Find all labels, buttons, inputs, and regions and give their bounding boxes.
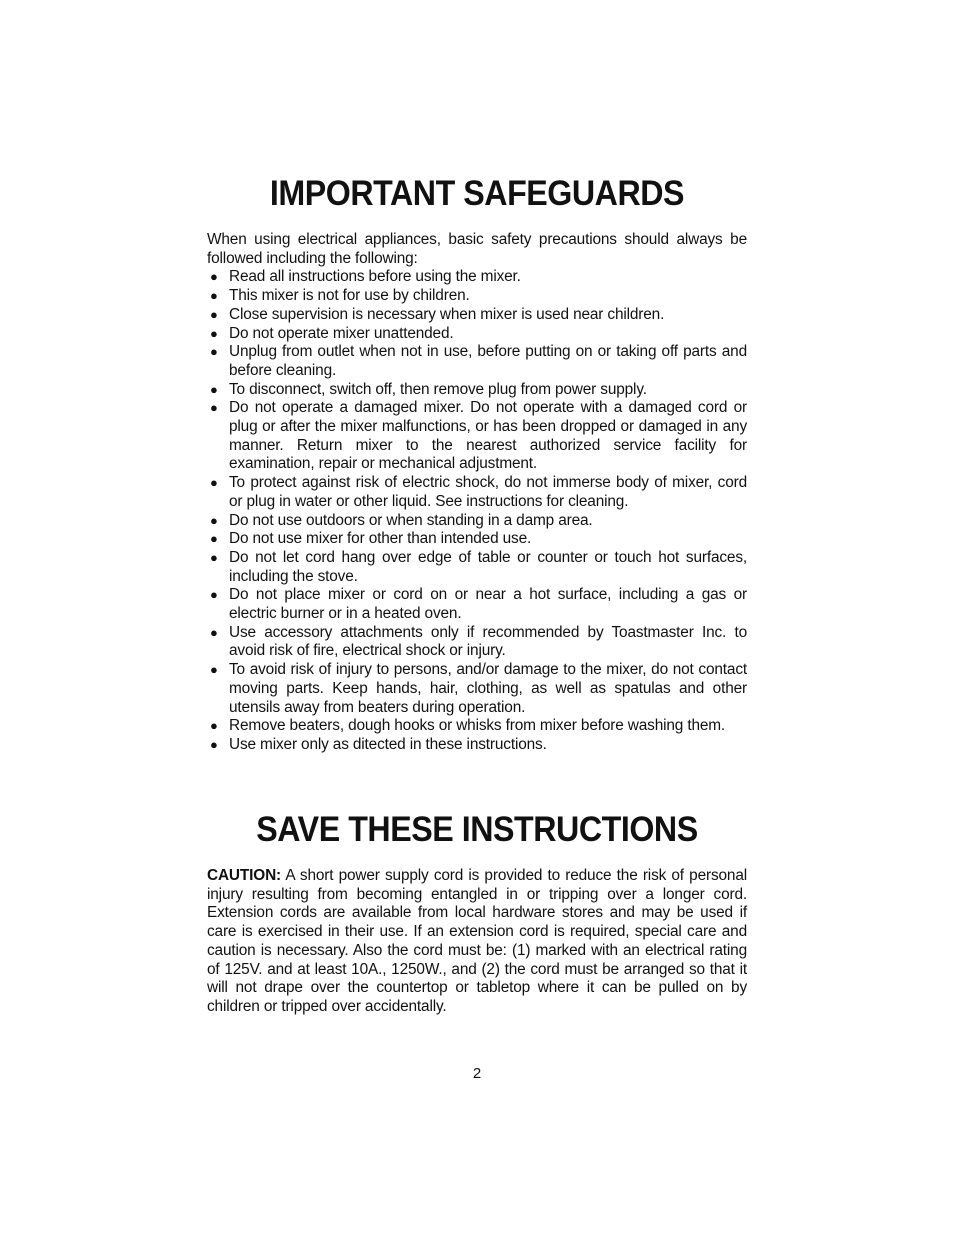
list-item [207,306,747,325]
list-item-text: Do not use mixer for other than intended use. [229,530,532,548]
list-item-text: To avoid risk of injury to persons, and/or damage to the mixer, do not contact moving parts. Keep hands, hair, clothing, as well as spatulas and other utensils away from beaters during operation. [229,661,747,716]
list-item-text: Close supervision is necessary when mixer is used near children. [229,305,665,323]
list-item-text: Do not operate a damaged mixer. Do not operate with a damaged cord or plug or after the mixer malfunctions, or has been dropped or damaged in any manner. Return mixer to the nearest authorized service facility for examination, repair or mechanical adjustment. [229,399,747,473]
bullet-icon [210,736,218,755]
bullet-icon [210,381,218,400]
list-item [207,343,747,380]
list-item [207,268,747,287]
bullet-icon [210,549,218,568]
intro-paragraph: When using electrical appliances, basic safety precautions should always be followed including the following: [207,231,747,267]
list-item [207,736,747,755]
caution-paragraph [207,867,747,1017]
bullet-icon [210,268,218,287]
list-item-text: Use mixer only as ditected in these instructions. [229,735,547,753]
list-item [207,624,747,661]
list-item [207,325,747,344]
list-item [207,586,747,623]
heading-important-safeguards: IMPORTANT SAFEGUARDS [269,174,685,213]
list-item [207,549,747,586]
bullet-icon [210,624,218,643]
list-item-text: Do not use outdoors or when standing in a damp area. [229,511,593,529]
list-item-text: Use accessory attachments only if recommended by Toastmaster Inc. to avoid risk of fire, electrical shock or injury. [229,623,747,660]
page-number: 2 [472,1065,482,1082]
bullet-icon [210,306,218,325]
list-item [207,661,747,717]
list-item [207,381,747,400]
list-item-text: Remove beaters, dough hooks or whisks from mixer before washing them. [229,717,726,735]
list-item-text: Read all instructions before using the mixer. [229,268,521,286]
list-item-text: Do not place mixer or cord on or near a hot surface, including a gas or electric burner or in a heated oven. [229,586,747,623]
list-item-text: Do not operate mixer unattended. [229,324,454,342]
heading-save-instructions: SAVE THESE INSTRUCTIONS [256,810,698,849]
list-item-text: Unplug from outlet when not in use, before putting on or taking off parts and before cleaning. [229,343,747,379]
caution-section [207,867,747,1017]
bullet-icon [210,530,218,549]
bullet-icon [210,287,218,306]
bullet-icon [210,399,218,418]
bullet-icon [210,474,218,493]
list-item [207,512,747,531]
bullet-icon [210,325,218,344]
safeguards-list [207,268,747,754]
bullet-icon [210,586,218,605]
bullet-icon [210,661,218,680]
list-item-text: To protect against risk of electric shock, do not immerse body of mixer, cord or plug in water or other liquid. See instructions for cleaning. [229,474,747,510]
caution-text: A short power supply cord is provided to reduce the risk of personal injury resulting from becoming entangled in or tripping over a longer cord. Extension cords are available from local hardware stores and may be used if care is exercised in their use. If an extension cord is required, special care and caution is necessary. Also the cord must be: (1) marked with an electrical rating of 125V. and at least 10A., 1250W., and (2) the cord must be arranged so that it will not drape over the countertop or tabletop where it can be pulled on by children or tripped over accidentally. [207,867,747,1015]
list-item-text: To disconnect, switch off, then remove plug from power supply. [229,380,647,398]
list-item-text: This mixer is not for use by children. [229,287,470,305]
list-item-text: Do not let cord hang over edge of table or counter or touch hot surfaces, including the stove. [229,548,747,585]
list-item [207,717,747,736]
bullet-icon [210,512,218,531]
list-item [207,474,747,511]
safeguards-section [207,231,747,755]
caution-label: CAUTION: [207,867,282,884]
list-item [207,287,747,306]
bullet-icon [210,717,218,736]
bullet-icon [210,343,218,362]
list-item [207,530,747,549]
list-item [207,399,747,474]
